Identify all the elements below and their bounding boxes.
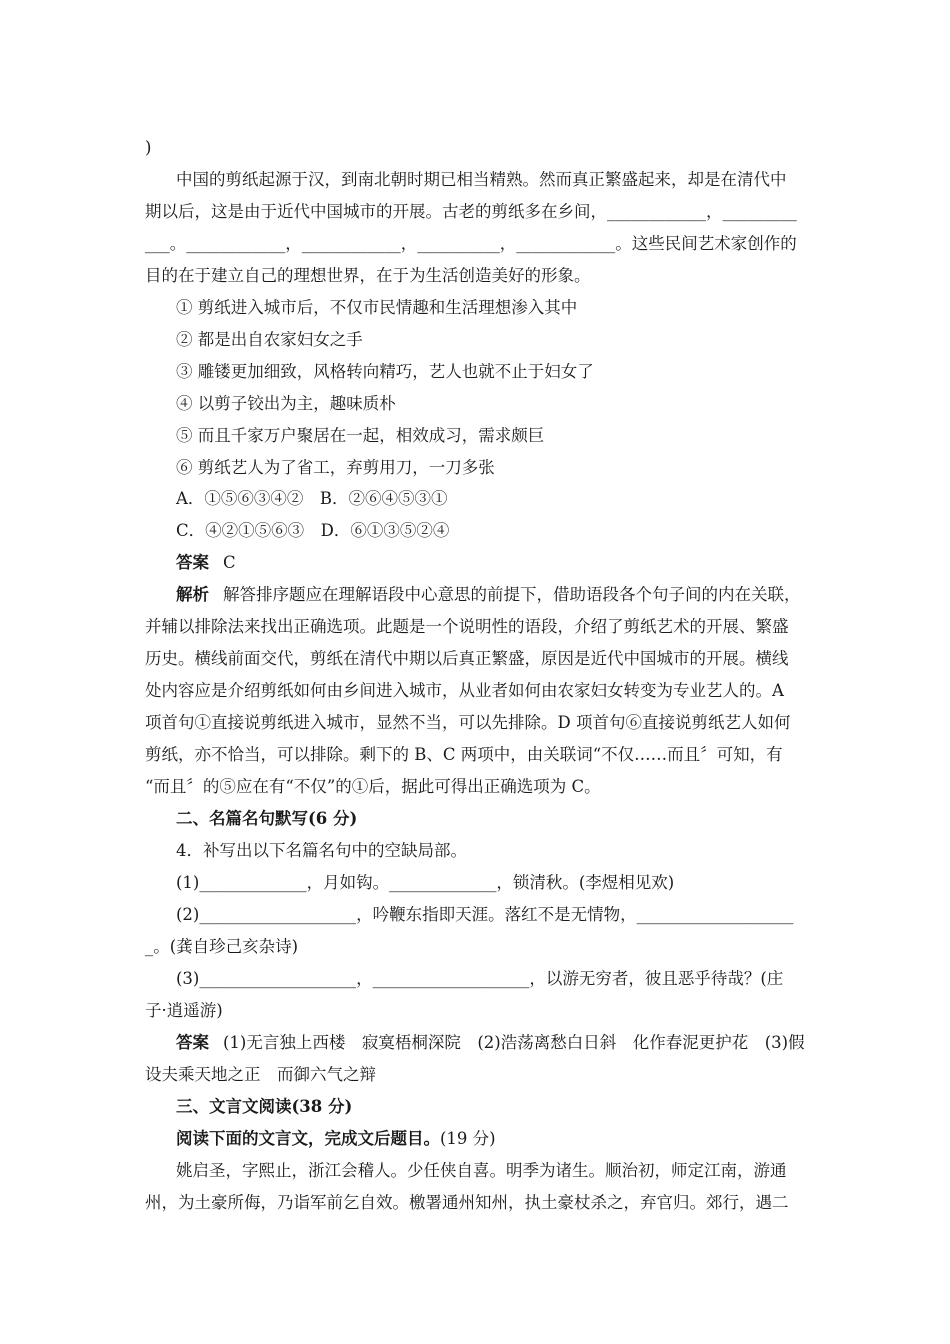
answer-value: C	[223, 553, 236, 572]
option-4: ④ 以剪子铰出为主，趣味质朴	[176, 394, 396, 413]
answer-2-label: 答案	[176, 1033, 209, 1052]
analysis-line-2: 并辅以排除法来找出正确选项。此题是一个说明性的语段，介绍了剪纸艺术的开展、繁盛	[145, 617, 789, 636]
section-3-title: 三、文言文阅读(38 分)	[176, 1097, 353, 1116]
stray-paren: )	[145, 138, 152, 157]
fill-item-2-cont: _。(龚自珍己亥杂诗)	[145, 937, 299, 956]
instruction-text: 阅读下面的文言文，完成文后题目。	[176, 1129, 440, 1148]
option-2: ② 都是出自农家妇女之手	[176, 330, 363, 349]
fill-item-3-cont: 子·逍遥游)	[145, 1001, 223, 1020]
option-5: ⑤ 而且千家万户聚居在一起，相效成习，需求颇巨	[176, 426, 545, 445]
analysis-line-3: 历史。横线前面交代，剪纸在清代中期以后真正繁盛，原因是近代中国城市的开展。横线	[145, 649, 789, 668]
classical-line-2: 州，为土豪所侮，乃诣军前乞自效。檄署通州知州，执土豪杖杀之，弃官归。郊行，遇二	[145, 1193, 789, 1212]
instruction-score: (19 分)	[440, 1129, 496, 1148]
analysis-line-1	[176, 585, 846, 605]
analysis-line-5: 项首句①直接说剪纸进入城市，显然不当，可以先排除。D 项首句⑥直接说剪纸艺人如何	[145, 713, 791, 732]
option-3: ③ 雕镂更加细致，风格转向精巧，艺人也就不止于妇女了	[176, 362, 594, 381]
analysis-line-7: “而且〞的⑤应在有“不仅”的①后，据此可得出正确选项为 C。	[145, 777, 601, 796]
section-2-title: 二、名篇名句默写(6 分)	[176, 809, 358, 828]
question-4: 4．补写出以下名篇名句中的空缺局部。	[176, 841, 467, 860]
answer-2-first: (1)无言独上西楼 寂寞梧桐深院 (2)浩荡离愁白日斜 化作春泥更护花 (3)假	[223, 1033, 805, 1052]
fill-item-2: (2)___________________，吟鞭东指即天涯。落红不是无情物，___________________	[176, 905, 794, 924]
fill-item-3: (3)___________________，___________________，以游无穷者，彼且恶乎待哉？(庄	[176, 969, 784, 988]
choices-cd: C．④②①⑤⑥③ D．⑥①③⑤②④	[176, 521, 450, 540]
option-1: ① 剪纸进入城市后，不仅市民情趣和生活理想渗入其中	[176, 298, 578, 317]
intro-line-3: ___。____________，____________，__________，____________。这些民间艺术家创作的	[145, 234, 797, 253]
analysis-first: 解答排序题应在理解语段中心意思的前提下，借助语段各个句子间的内在关联，	[223, 585, 801, 604]
intro-line-4: 目的在于建立自己的理想世界，在于为生活创造美好的形象。	[145, 266, 591, 285]
answer-2	[176, 1033, 846, 1053]
intro-line-1: 中国的剪纸起源于汉，到南北朝时期已相当精熟。然而真正繁盛起来，却是在清代中	[176, 170, 787, 189]
analysis-label: 解析	[176, 585, 209, 604]
fill-item-1: (1)_____________，月如钩。_____________，锁清秋。(李煜相见欢)	[176, 873, 675, 892]
reading-instruction	[176, 1129, 846, 1149]
analysis-line-6: 剪纸，亦不恰当，可以排除。剩下的 B、C 两项中，由关联词“不仅……而且〞可知，有	[145, 745, 783, 764]
option-6: ⑥ 剪纸艺人为了省工，弃剪用刀，一刀多张	[176, 458, 495, 477]
answer-1	[176, 553, 846, 573]
answer-label: 答案	[176, 553, 209, 572]
answer-2-cont: 设夫乘天地之正 而御六气之辩	[145, 1065, 376, 1084]
classical-line-1: 姚启圣，字熙止，浙江会稽人。少任侠自喜。明季为诸生。顺治初，师定江南，游通	[176, 1161, 787, 1180]
choices-ab: A．①⑤⑥③④② B．②⑥④⑤③①	[176, 489, 448, 508]
intro-line-2: 期以后，这是由于近代中国城市的开展。古老的剪纸多在乡间，____________，_________	[145, 202, 797, 221]
analysis-line-4: 处内容应是介绍剪纸如何由乡间进入城市，从业者如何由农家妇女转变为专业艺人的。A	[145, 681, 784, 700]
